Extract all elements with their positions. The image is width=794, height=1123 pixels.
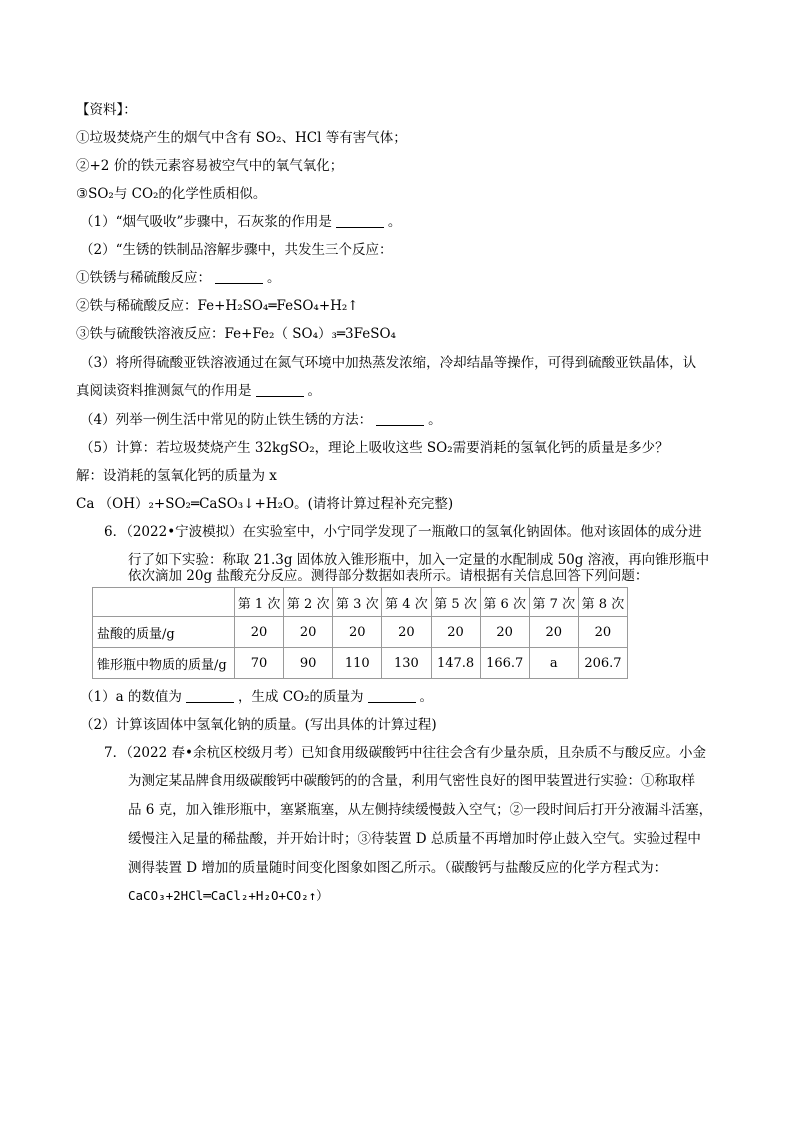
answer-blank[interactable] — [256, 382, 304, 397]
table-row — [93, 617, 628, 648]
q6-line1: 6．（2022•宁波模拟）在实验室中，小宁同学发现了一瓶敞口的氢氧化钠固体。他对该固体的成分进 — [104, 524, 702, 540]
q6-line2: 行了如下实验：称取 21.3g 固体放入锥形瓶中，加入一定量的水配制成 50g 溶液，再向锥形瓶中 — [128, 552, 710, 568]
q6-line3: 依次滴加 20g 盐酸充分反应。测得部分数据如表所示。请根据有关信息回答下列问题： — [128, 568, 649, 584]
table-cell: 20 — [431, 617, 480, 648]
solution-line-2: Ca （OH）₂+SO₂═CaSO₃↓+H₂O。(请将计算过程补充完整) — [76, 496, 454, 512]
table-cell: 147.8 — [431, 648, 480, 679]
table-header-cell: 第 8 次 — [578, 588, 627, 617]
material-item-1: ①垃圾焚烧产生的烟气中含有 SO₂、HCl 等有害气体； — [76, 130, 407, 146]
solution-line-1: 解：设消耗的氢氧化钙的质量为 x — [76, 468, 277, 484]
q7-line2: 为测定某品牌食用级碳酸钙中碳酸钙的的含量，利用气密性良好的图甲装置进行实验：①称取样 — [128, 773, 695, 789]
table-cell: 70 — [235, 648, 284, 679]
material-item-2: ②+2 价的铁元素容易被空气中的氧气氧化； — [76, 158, 344, 174]
q7-line1: 7．（2022 春•余杭区校级月考）已知食用级碳酸钙中往往会含有少量杂质，且杂质不与酸反应。小金 — [104, 745, 706, 761]
table-cell: a — [529, 648, 578, 679]
q6-sub2: （2）计算该固体中氢氧化钠的质量。(写出具体的计算过程) — [80, 717, 437, 733]
table-header-cell: 第 5 次 — [431, 588, 480, 617]
table-cell: 盐酸的质量/g — [93, 617, 235, 648]
table-header-cell: 第 4 次 — [382, 588, 431, 617]
material-item-3: ③SO₂与 CO₂的化学性质相似。 — [76, 186, 267, 202]
table-header-cell: 第 2 次 — [284, 588, 333, 617]
data-table — [92, 587, 628, 679]
reaction-1-end: 。 — [267, 270, 281, 286]
q7-line6: CaCO₃+2HCl═CaCl₂+H₂O+CO₂↑） — [128, 888, 329, 903]
answer-blank[interactable] — [376, 411, 424, 426]
reaction-3: ③铁与硫酸铁溶液反应：Fe+Fe₂（ SO₄）₃═3FeSO₄ — [76, 326, 396, 342]
table-cell: 90 — [284, 648, 333, 679]
q5-part1 — [80, 212, 734, 232]
table-cell: 20 — [382, 617, 431, 648]
table-cell: 110 — [333, 648, 382, 679]
table-cell: 20 — [480, 617, 529, 648]
q7-line5: 测得装置 D 增加的质量随时间变化图象如图乙所示。（碳酸钙与盐酸反应的化学方程式为： — [128, 860, 668, 876]
table-cell: 166.7 — [480, 648, 529, 679]
table-cell: 206.7 — [578, 648, 627, 679]
table-cell: 20 — [529, 617, 578, 648]
table-cell: 锥形瓶中物质的质量/g — [93, 648, 235, 679]
table-cell: 20 — [333, 617, 382, 648]
reaction-2: ②铁与稀硫酸反应：Fe+H₂SO₄═FeSO₄+H₂↑ — [76, 298, 359, 314]
table-cell: 20 — [578, 617, 627, 648]
table-header-cell: 第 7 次 — [529, 588, 578, 617]
table-cell: 20 — [235, 617, 284, 648]
q6-sub1-text-b: ，生成 CO₂的质量为 — [237, 689, 364, 705]
table-cell: 20 — [284, 617, 333, 648]
q6-sub1-text-a: （1）a 的数值为 — [80, 689, 182, 705]
q5-part3-end: 。 — [307, 383, 321, 399]
q5-part1-text: （1）“烟气吸收”步骤中，石灰浆的作用是 — [80, 214, 332, 230]
table-header-cell: 第 1 次 — [235, 588, 284, 617]
answer-blank[interactable] — [368, 688, 416, 703]
q5-part3-line1: （3）将所得硫酸亚铁溶液通过在氮气环境中加热蒸发浓缩，冷却结晶等操作，可得到硫酸亚铁晶体，认 — [80, 355, 697, 371]
q6-sub1 — [80, 687, 734, 707]
table-header-cell: 第 3 次 — [333, 588, 382, 617]
answer-blank[interactable] — [215, 269, 263, 284]
reaction-1 — [76, 268, 734, 288]
q5-part1-end: 。 — [387, 214, 402, 230]
q5-part3-text: 真阅读资料推测氮气的作用是 — [76, 383, 252, 399]
material-heading: 【资料】： — [76, 102, 137, 118]
q5-part4-end: 。 — [428, 412, 442, 428]
q5-part5: （5）计算：若垃圾焚烧产生 32kgSO₂，理论上吸收这些 SO₂需要消耗的氢氧化钙的质量是多少？ — [80, 440, 669, 456]
q7-line4: 缓慢注入足量的稀盐酸，并开始计时；③待装置 D 总质量不再增加时停止鼓入空气。实验过程中 — [128, 831, 701, 847]
table-cell: 130 — [382, 648, 431, 679]
table-header-cell — [93, 588, 235, 617]
q5-part4-text: （4）列举一例生活中常见的防止铁生锈的方法： — [80, 412, 373, 428]
answer-blank[interactable] — [186, 688, 234, 703]
table-header-row — [93, 588, 628, 617]
q6-sub1-end: 。 — [419, 689, 434, 705]
q7-line3: 品 6 克，加入锥形瓶中，塞紧瓶塞，从左侧持续缓慢鼓入空气；②一段时间后打开分液漏斗活塞， — [128, 802, 713, 818]
table-header-cell: 第 6 次 — [480, 588, 529, 617]
q5-part4 — [80, 410, 734, 430]
q5-part3-line2 — [76, 381, 734, 401]
q5-part2: （2）“生锈的铁制品溶解步骤中，共发生三个反应： — [80, 242, 393, 258]
reaction-1-text: ①铁锈与稀硫酸反应： — [76, 270, 211, 286]
answer-blank[interactable] — [336, 213, 384, 228]
table-row — [93, 648, 628, 679]
